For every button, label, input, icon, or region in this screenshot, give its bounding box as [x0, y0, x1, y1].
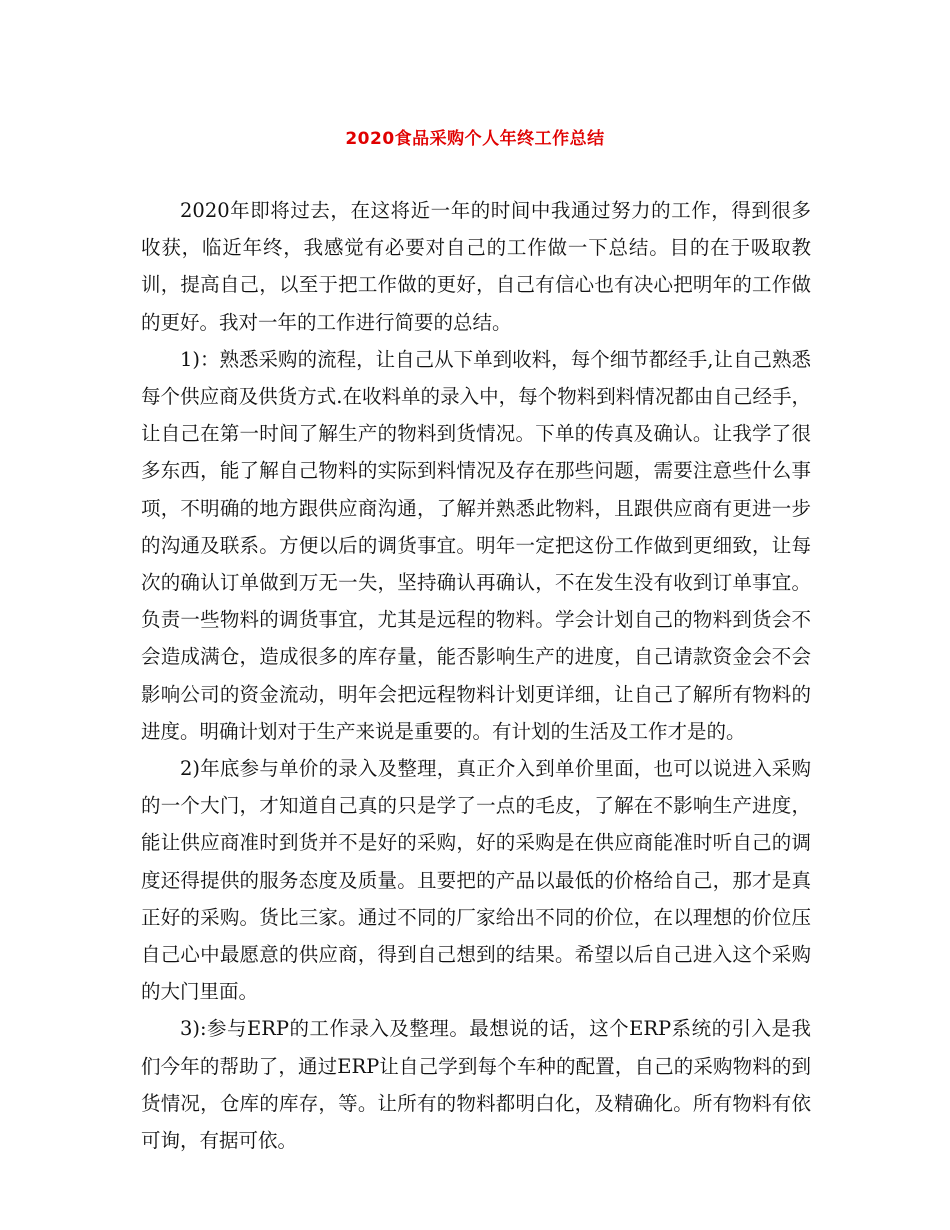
paragraph-item-1: 1)：熟悉采购的流程，让自己从下单到收料，每个细节都经手,让自己熟悉每个供应商及供货方式.在收料单的录入中，每个物料到料情况都由自己经手，让自己在第一时间了解生产的物料到货情况。下单的传真及确认。让我学了很多东西，能了解自己物料的实际到料情况及存在那些问题，需要注意些什么事项，不明确的地方跟供应商沟通，了解并熟悉此物料，且跟供应商有更进一步的沟通及联系。方便以后的调货事宜。明年一定把这份工作做到更细致，让每次的确认订单做到万无一失，坚持确认再确认，不在发生没有收到订单事宜。负责一些物料的调货事宜，尤其是远程的物料。学会计划自己的物料到货会不会造成满仓，造成很多的库存量，能否影响生产的进度，自己请款资金会不会影响公司的资金流动，明年会把远程物料计划更详细，让自己了解所有物料的进度。明确计划对于生产来说是重要的。有计划的生活及工作才是的。 [141, 347, 811, 743]
document-title: 2020食品采购个人年终工作总结 [345, 129, 605, 149]
paragraph-intro: 2020年即将过去，在这将近一年的时间中我通过努力的工作，得到很多收获，临近年终，我感觉有必要对自己的工作做一下总结。目的在于吸取教训，提高自己，以至于把工作做的更好，自己有信心也有决心把明年的工作做的更好。我对一年的工作进行简要的总结。 [141, 199, 811, 334]
document-body [141, 192, 811, 1159]
paragraph-item-2: 2)年底参与单价的录入及整理，真正介入到单价里面，也可以说进入采购的一个大门，才知道自己真的只是学了一点的毛皮，了解在不影响生产进度，能让供应商准时到货并不是好的采购，好的采购是在供应商能准时听自己的调度还得提供的服务态度及质量。且要把的产品以最低的价格给自己，那才是真正好的采购。货比三家。通过不同的厂家给出不同的价位，在以理想的价位压自己心中最愿意的供应商，得到自己想到的结果。希望以后自己进入这个采购的大门里面。 [141, 757, 811, 1004]
paragraph-item-3: 3):参与ERP的工作录入及整理。最想说的话，这个ERP系统的引入是我们今年的帮助了，通过ERP让自己学到每个车种的配置，自己的采购物料的到货情况，仓库的库存，等。让所有的物料都明白化，及精确化。所有物料有依可询，有据可依。 [141, 1017, 811, 1153]
